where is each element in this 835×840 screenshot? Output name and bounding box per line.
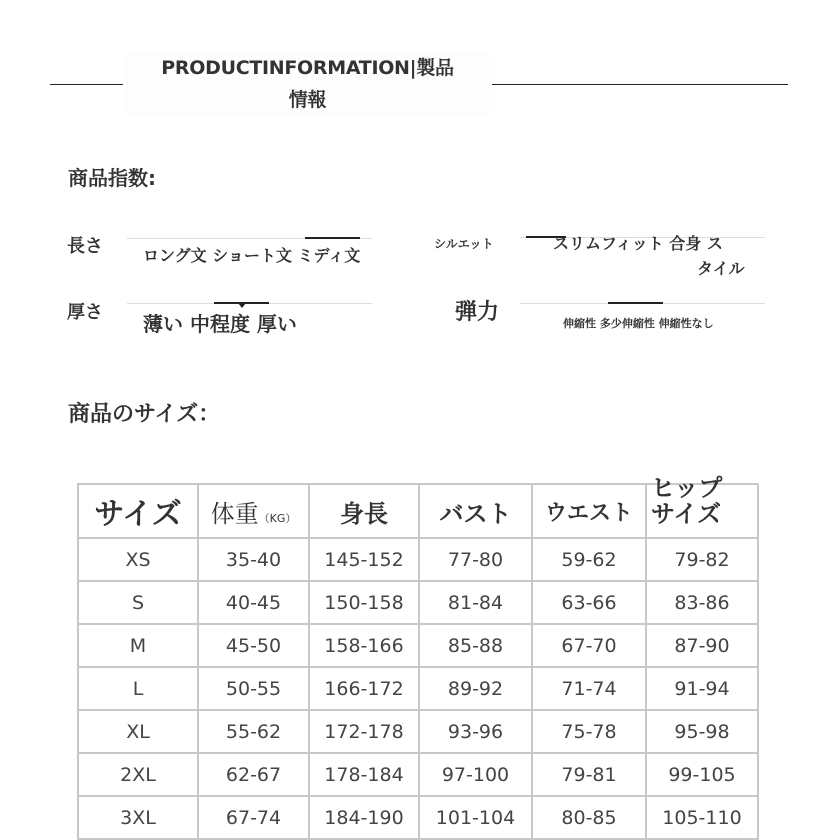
- header-bust: バスト: [419, 484, 532, 538]
- silhouette-label: シルエット: [434, 237, 494, 251]
- table-row: S 40-45 150-158 81-84 63-66 83-86: [78, 581, 758, 624]
- length-label: 長さ: [67, 236, 103, 257]
- table-row: M 45-50 158-166 85-88 67-70 87-90: [78, 624, 758, 667]
- page-title-line2: 情報: [288, 89, 327, 111]
- header-rule-right: [492, 84, 788, 85]
- table-row: XS 35-40 145-152 77-80 59-62 79-82: [78, 538, 758, 581]
- table-row: XL 55-62 172-178 93-96 75-78 95-98: [78, 710, 758, 753]
- length-options: ロング文 ショート文 ミディ文: [143, 246, 361, 265]
- index-section-title: 商品指数:: [68, 166, 156, 190]
- header-height: 身長: [309, 484, 419, 538]
- elasticity-label: 弾力: [455, 300, 500, 325]
- header-waist: ウエスト: [532, 484, 646, 538]
- thickness-options: 薄い 中程度 厚い: [143, 312, 297, 336]
- header-rule-left: [50, 84, 123, 85]
- elasticity-options: 伸縮性 多少伸縮性 伸縮性なし: [563, 317, 714, 330]
- page-title: [125, 52, 490, 116]
- table-row: L 50-55 166-172 89-92 71-74 91-94: [78, 667, 758, 710]
- page-title-line1: PRODUCTINFORMATION|製品: [161, 57, 454, 79]
- silhouette-options-line2: タイル: [697, 259, 745, 278]
- size-table: [77, 474, 759, 840]
- elasticity-marker: [608, 302, 663, 304]
- header-weight: 体重（KG）: [198, 484, 309, 538]
- length-marker: [305, 237, 360, 239]
- header-size: サイズ: [78, 484, 198, 538]
- thickness-label: 厚さ: [67, 302, 103, 323]
- silhouette-options-line1: スリムフィット 合身 ス: [553, 234, 723, 253]
- table-row: 2XL 62-67 178-184 97-100 79-81 99-105: [78, 753, 758, 796]
- header-hip: ヒップ サイズ: [646, 484, 758, 538]
- table-header-row: [78, 484, 758, 538]
- size-section-title: 商品のサイズ：: [68, 402, 221, 427]
- table-row: 3XL 67-74 184-190 101-104 80-85 105-110: [78, 796, 758, 839]
- header-weight-unit: （KG）: [258, 511, 297, 525]
